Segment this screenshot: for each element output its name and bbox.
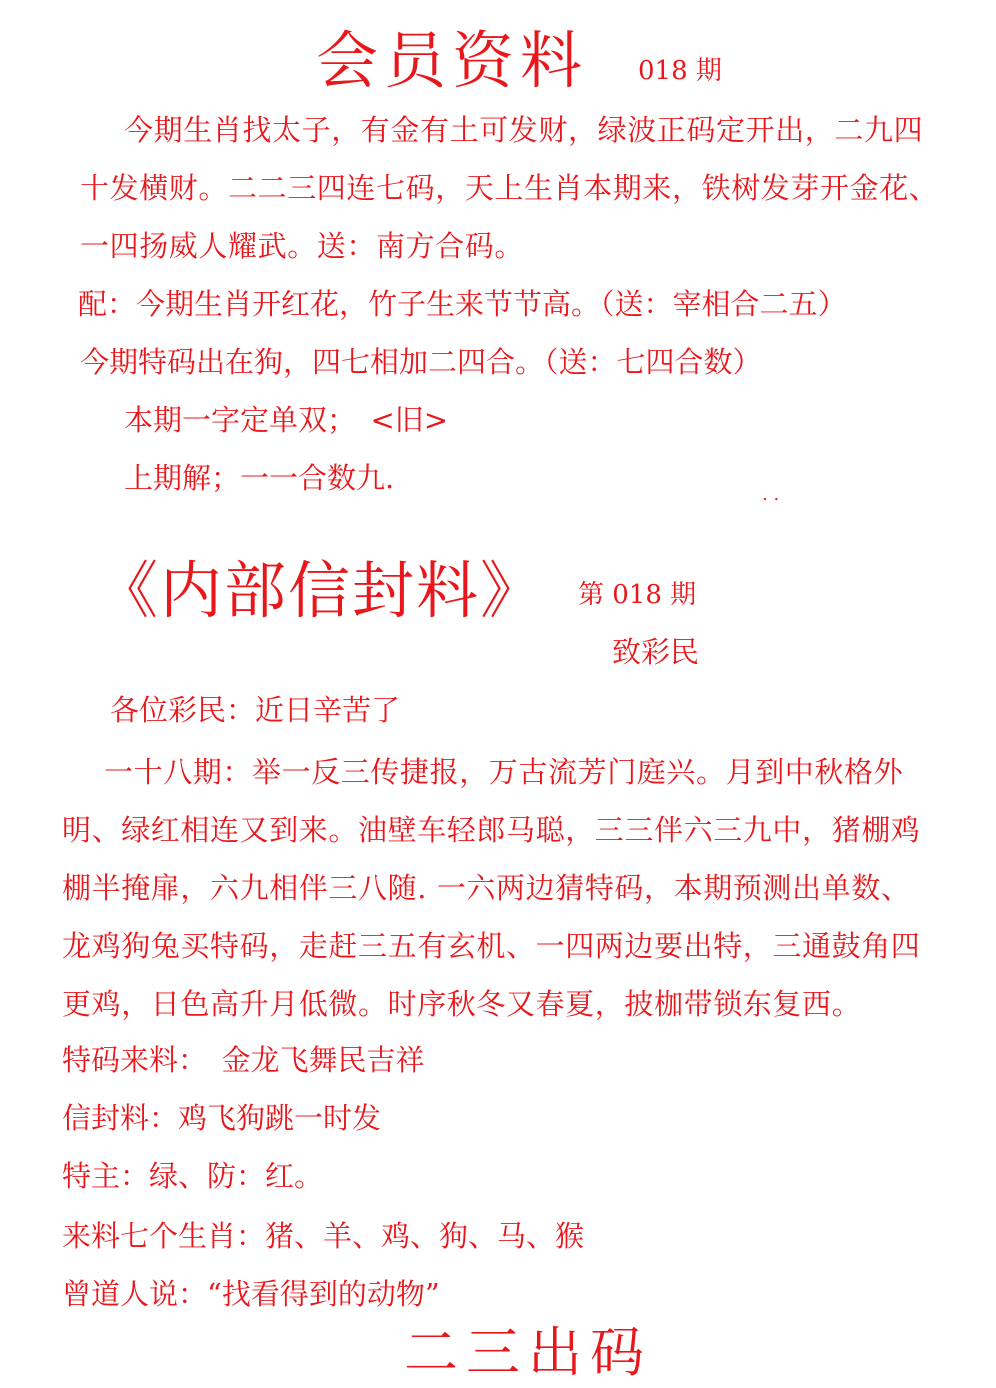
envelope-title: 《内部信封料》 — [96, 554, 545, 627]
yizi-line: 本期一字定单双； <旧> — [124, 403, 449, 437]
member-info-line-1: 今期生肖找太子，有金有土可发财，绿波正码定开出，二九四 — [124, 113, 924, 147]
pei-line: 配：今期生肖开红花，竹子生来节节高。（送：宰相合二五） — [78, 287, 847, 321]
shangqi-line: 上期解；一一合数九. — [124, 461, 395, 495]
qige-line: 来料七个生肖：猪、羊、鸡、狗、马、猴 — [62, 1219, 585, 1253]
envelope-line-1: 一十八期：举一反三传捷报，万古流芳门庭兴。月到中秋格外 — [104, 755, 904, 789]
envelope-line-3: 棚半掩扉，六九相伴三八随. 一六两边猜特码，本期预测出单数、 — [62, 871, 911, 905]
member-info-line-2: 十发横财。二二三四连七码，天上生肖本期来，铁树发芽开金花、 — [80, 171, 939, 205]
addressee: 致彩民 — [612, 635, 700, 669]
daoren-line: 曾道人说：“找看得到的动物” — [62, 1277, 440, 1311]
bottom-heading: 二三出码 — [404, 1321, 652, 1384]
tema-laiiao-line: 特码来料： 金龙飞舞民吉祥 — [62, 1043, 425, 1077]
envelope-line-5: 更鸡，日色高升月低微。时序秋冬又春夏，披枷带锁东复西。 — [62, 987, 862, 1021]
member-info-issue: 018 期 — [638, 56, 722, 86]
xinfeng-line: 信封料：鸡飞狗跳一时发 — [62, 1101, 382, 1135]
tema-line: 今期特码出在狗，四七相加二四合。（送：七四合数） — [80, 345, 762, 379]
greeting: 各位彩民：近日辛苦了 — [110, 693, 401, 727]
member-info-line-3: 一四扬威人耀武。送：南方合码。 — [80, 229, 525, 263]
envelope-issue: 第 018 期 — [578, 580, 697, 610]
envelope-line-4: 龙鸡狗兔买特码，走赶三五有玄机、一四两边要出特，三通鼓角四 — [62, 929, 921, 963]
stray-dots: . . — [762, 484, 780, 505]
member-info-title: 会员资料 — [316, 24, 589, 97]
envelope-line-2: 明、绿红相连又到来。油壁车轻郎马聪，三三伴六三九中，猪棚鸡 — [62, 813, 921, 847]
tezhu-line: 特主：绿、防：红。 — [62, 1159, 324, 1193]
